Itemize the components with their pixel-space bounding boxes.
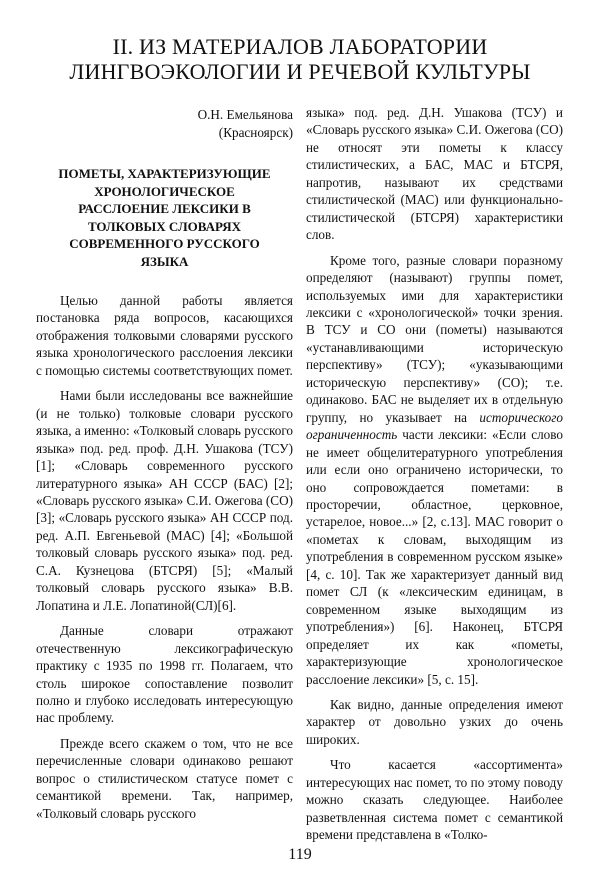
paragraph-text: Как видно, данные определения имеют характер от довольно узких до очень широких. xyxy=(306,696,563,747)
author-name: О.Н. Емельянова xyxy=(197,107,293,122)
paragraph xyxy=(306,696,563,748)
page-number: 119 xyxy=(288,846,312,863)
paragraph-text: языка» под. ред. Д.Н. Ушакова (ТСУ) и «Словарь русского языка» С.И. Ожегова (СО) не относят эти пометы к классу стилистических, а БАС, МАС и БТСРЯ, напротив, называют их средствами стилистической (МАС) или функционально-стилистической (БТСРЯ) характеристики слов. xyxy=(306,105,563,243)
article-title xyxy=(36,165,293,270)
article-title-line: РАССЛОЕНИЕ ЛЕКСИКИ В xyxy=(78,201,251,216)
section-title xyxy=(40,34,560,84)
article-title-line: СОВРЕМЕННОГО РУССКОГО xyxy=(69,236,260,251)
article-title-line: ЯЗЫКА xyxy=(140,253,189,269)
paragraph xyxy=(306,756,563,843)
author-block xyxy=(36,106,293,141)
italic-phrase: исторического ограниченность xyxy=(306,409,563,443)
paragraph xyxy=(306,252,563,688)
section-title-line-1: II. ИЗ МАТЕРИАЛОВ ЛАБОРАТОРИИ xyxy=(112,34,488,59)
paragraph-text: части лексики: «Если слово не имеет общелитературного употребления или если оно ограничено исторически, то оно сопровождается пометами: в просторечии, областное, церковное, устарелое, новое...» [2, с.13]. МАС говорит о «пометах к словам, выходящим из употребления в современном русском языке» [4, с. 10]. Так же характеризует данный вид помет СЛ (к «лексическим единицам, в современном языке выходящим из употребления») [6]. Наконец, БТСРЯ определяет их как «пометы, характеризующие хронологическое расслоение лексики» [5, с. 15]. xyxy=(306,427,563,687)
paragraph: Данные словари отражают отечественную лексикографическую практику с 1935 по 1998 гг. Полагаем, что столь широкое сопоставление позволит полно и глубоко исследовать интересующую нас проблему. xyxy=(36,623,293,726)
left-column xyxy=(36,106,293,830)
paragraph: Прежде всего скажем о том, что не все перечисленные словари одинаково решают вопрос о стилистическом статусе помет с семантикой времени. Так, например, «Толковый словарь русского xyxy=(36,735,293,821)
article-title-line: ПОМЕТЫ, ХАРАКТЕРИЗУЮЩИЕ xyxy=(58,166,271,181)
left-body-text xyxy=(36,292,293,822)
section-title-line-2: ЛИНГВОЭКОЛОГИИ И РЕЧЕВОЙ КУЛЬТУРЫ xyxy=(69,59,531,84)
paragraph xyxy=(306,104,563,244)
right-column xyxy=(306,104,563,852)
paragraph-text: Кроме того, разные словари поразному определяют (называют) группы помет, используемых ими для характеристики лексики с «хронологической» точки зрения. В ТСУ и СО они (пометы) называются «устанавливающими историческую перспективу» (ТСУ); «указывающими историческую перспективу» (СО); т.е. одинаково. БАС не выделяет их в отдельную группу, но указывает на xyxy=(306,252,563,425)
article-title-line: ХРОНОЛОГИЧЕСКОЕ xyxy=(94,183,235,199)
author-city: (Красноярск) xyxy=(218,124,293,140)
paragraph-text: Что касается «ассортимента» интересующих нас помет, то по этому поводу можно сказать следующее. Наиболее разветвленная система помет с семантикой времени представлена в «Толко- xyxy=(306,757,563,843)
paragraph: Нами были исследованы все важнейшие (и не только) толковые словари русского языка, а именно: «Толковый словарь русского языка» под. ред. проф. Д.Н. Ушакова (ТСУ) [1]; «Словарь современного русского литературного языка» АН СССР (БАС) [2]; «Словарь русского языка» С.И. Ожегова (СО) [3]; «Словарь русского языка» АН СССР под. ред. А.П. Евгеньевой (МАС) [4]; «Большой толковый словарь русского языка» под. ред. С.А. Кузнецова (БТСРЯ) [5]; «Малый толковый словарь русского языка» В.В. Лопатина и Л.Е. Лопатиной(СЛ)[6]. xyxy=(36,388,293,613)
paragraph: Целью данной работы является постановка ряда вопросов, касающихся отображения толковыми словарями русского языка хронологического расслоения лексики с помощью системы соответствующих помет. xyxy=(36,293,293,378)
article-title-line: ТОЛКОВЫХ СЛОВАРЯХ xyxy=(87,218,242,234)
